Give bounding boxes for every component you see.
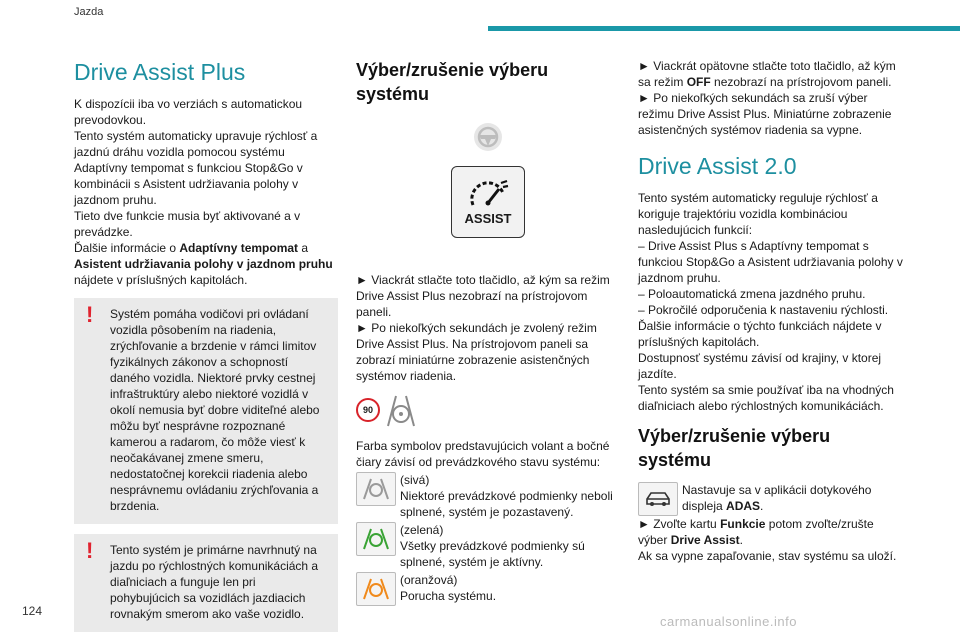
page-number: 124 bbox=[22, 604, 43, 618]
adas-setting-row bbox=[638, 482, 904, 516]
state-grey-desc: Niektoré prevádzkové podmienky neboli splnené, systém je pozastavený. bbox=[400, 489, 613, 519]
state-orange bbox=[356, 572, 620, 606]
intro-1: K dispozícii iba vo verziách s automatickou prevodovkou. bbox=[74, 97, 303, 127]
steering-wheel-icon-wrap bbox=[356, 120, 620, 154]
intro-2: Tento systém automaticky upravuje rýchlosť a jazdnú dráhu vozidla pomocou systému Adaptívny tempomat s funkciou Stop&Go v kombinácii s Asistent udržiavania polohy v jazdnom pruhu. bbox=[74, 129, 318, 207]
steering-green-icon bbox=[356, 522, 396, 556]
title-drive-assist-plus: Drive Assist Plus bbox=[74, 59, 246, 85]
assist-button-label: ASSIST bbox=[464, 210, 512, 226]
more-info-prefix: Ďalšie informácie o bbox=[74, 241, 180, 255]
title-select-system-2: Výber/zrušenie výberu systému bbox=[638, 426, 831, 470]
drive-assist-label: Drive Assist bbox=[670, 533, 740, 547]
adas-label: ADAS bbox=[726, 499, 761, 513]
cluster-miniature bbox=[356, 392, 620, 428]
assist-button-wrap bbox=[356, 166, 620, 238]
color-intro: Farba symbolov predstavujúcich volant a bočné čiary závisí od prevádzkového stavu systému: bbox=[356, 439, 610, 469]
da2-intro: Tento systém automaticky reguluje rýchlosť a koriguje trajektóriu vozidla kombináciou nasledujúcich funkcií: bbox=[638, 191, 878, 237]
steering-orange-icon bbox=[356, 572, 396, 606]
more-info-suffix: nájdete v príslušných kapitolách. bbox=[74, 273, 248, 287]
adas-setting-pre: Nastavuje sa v aplikácii dotykového displeja bbox=[682, 483, 872, 513]
functions-tab-label: Funkcie bbox=[720, 517, 766, 531]
warning-text-2: Tento systém je primárne navrhnutý na jazdu po rýchlostných komunikáciách a diaľniciach a funguje len pri pohybujúcich sa vozidlách jazdiacich rovnakým smerom ako vaše vozidlo. bbox=[110, 543, 319, 621]
warning-icon: ! bbox=[86, 538, 94, 563]
column-1 bbox=[74, 52, 338, 632]
section-header: Jazda bbox=[74, 6, 104, 18]
speed-limit-badge bbox=[356, 398, 380, 422]
instr-2: ► Po niekoľkých sekundách je zvolený režim Drive Assist Plus. Na prístrojovom paneli sa zobrazí miniatúrne zobrazenie asistenčných systémov riadenia. bbox=[356, 321, 597, 383]
intro-3: Tieto dve funkcie musia byť aktivované a v prevádzke. bbox=[74, 209, 301, 239]
state-grey-name: (sivá) bbox=[400, 473, 430, 487]
steering-wheel-icon bbox=[471, 120, 505, 154]
watermark: carmanualsonline.info bbox=[660, 614, 797, 629]
column-3 bbox=[638, 58, 904, 564]
da2-availability: Dostupnosť systému závisí od krajiny, v ktorej jazdíte. bbox=[638, 351, 882, 381]
functions-instr-pre: ► Zvoľte kartu bbox=[638, 517, 721, 531]
da2-list-3: – Pokročilé odporučenia k nastaveniu rýchlosti. bbox=[638, 303, 889, 317]
da2-more-info: Ďalšie informácie o týchto funkciách nájdete v príslušných kapitolách. bbox=[638, 319, 882, 349]
functions-instr bbox=[638, 516, 904, 548]
off-instr-1 bbox=[638, 58, 904, 90]
da2-list-1: – Drive Assist Plus s Adaptívny tempomat s funkciou Stop&Go a Asistent udržiavania polohy v jazdnom pruhu. bbox=[638, 239, 903, 285]
functions-instr-mid: potom zvoľte/zrušte výber bbox=[638, 517, 874, 547]
adas-setting-end: . bbox=[760, 499, 764, 513]
column-2 bbox=[356, 52, 620, 606]
state-green bbox=[356, 522, 620, 570]
da2-list-2: – Poloautomatická zmena jazdného pruhu. bbox=[638, 287, 866, 301]
state-green-desc: Všetky prevádzkové podmienky sú splnené, systém je aktívny. bbox=[400, 539, 585, 569]
steering-grey-icon bbox=[356, 472, 396, 506]
more-info-mid: a bbox=[298, 241, 309, 255]
off-instr-1-pre: ► Viackrát opätovne stlačte toto tlačidlo, až kým sa režim bbox=[638, 59, 896, 89]
warning-icon: ! bbox=[86, 302, 94, 327]
lane-steering-icon bbox=[384, 392, 418, 428]
off-mode-label: OFF bbox=[686, 75, 711, 89]
car-adas-icon bbox=[638, 482, 678, 516]
state-orange-desc: Porucha systému. bbox=[400, 589, 497, 603]
state-green-name: (zelená) bbox=[400, 523, 444, 537]
speed-limit-value: 90 bbox=[362, 405, 373, 415]
warning-box-2 bbox=[74, 534, 338, 632]
state-orange-name: (oranžová) bbox=[400, 573, 458, 587]
instr-1: ► Viackrát stlačte toto tlačidlo, až kým sa režim Drive Assist Plus nezobrazí na prístrojovom paneli. bbox=[356, 273, 610, 319]
title-select-system: Výber/zrušenie výberu systému bbox=[356, 60, 549, 104]
more-info-bold-2: Asistent udržiavania polohy v jazdnom pruhu bbox=[74, 257, 333, 271]
functions-instr-end: . bbox=[739, 533, 743, 547]
warning-box-1 bbox=[74, 298, 338, 524]
off-instr-1-end: nezobrazí na prístrojovom paneli. bbox=[710, 75, 892, 89]
more-info-bold-1: Adaptívny tempomat bbox=[179, 241, 299, 255]
title-drive-assist-2: Drive Assist 2.0 bbox=[638, 153, 797, 179]
assist-button[interactable] bbox=[451, 166, 525, 238]
off-instr-2: ► Po niekoľkých sekundách sa zruší výber režimu Drive Assist Plus. Miniatúrne zobrazenie asistenčných systémov riadenia sa vypne. bbox=[638, 91, 892, 137]
more-info bbox=[74, 240, 338, 288]
ignition-note: Ak sa vypne zapaľovanie, stav systému sa uloží. bbox=[638, 549, 897, 563]
adas-setting-text bbox=[682, 482, 904, 514]
header-accent-bar bbox=[488, 26, 960, 31]
da2-usage: Tento systém sa smie používať iba na vhodných diaľniciach alebo rýchlostných komunikáciách. bbox=[638, 383, 894, 413]
warning-text-1: Systém pomáha vodičovi pri ovládaní vozidla pôsobením na riadenia, zrýchľovanie a brzdenie v rámci limitov fyzikálnych zákonov a schopností daného vozidla. Niektoré prvky cestnej infraštruktúry alebo niektoré vozidlá v okolí nemusia byť dobre viditeľné alebo môžu byť nesprávne rozpoznané kamerou a radarom, čo môže viesť k neočakávanej zmene smeru, nedostatočnej korekcii riadenia alebo nesprávnemu ovládaniu zrýchľovania a brzdenia. bbox=[110, 307, 320, 513]
state-grey bbox=[356, 472, 620, 520]
speedometer-assist-icon bbox=[467, 179, 509, 209]
